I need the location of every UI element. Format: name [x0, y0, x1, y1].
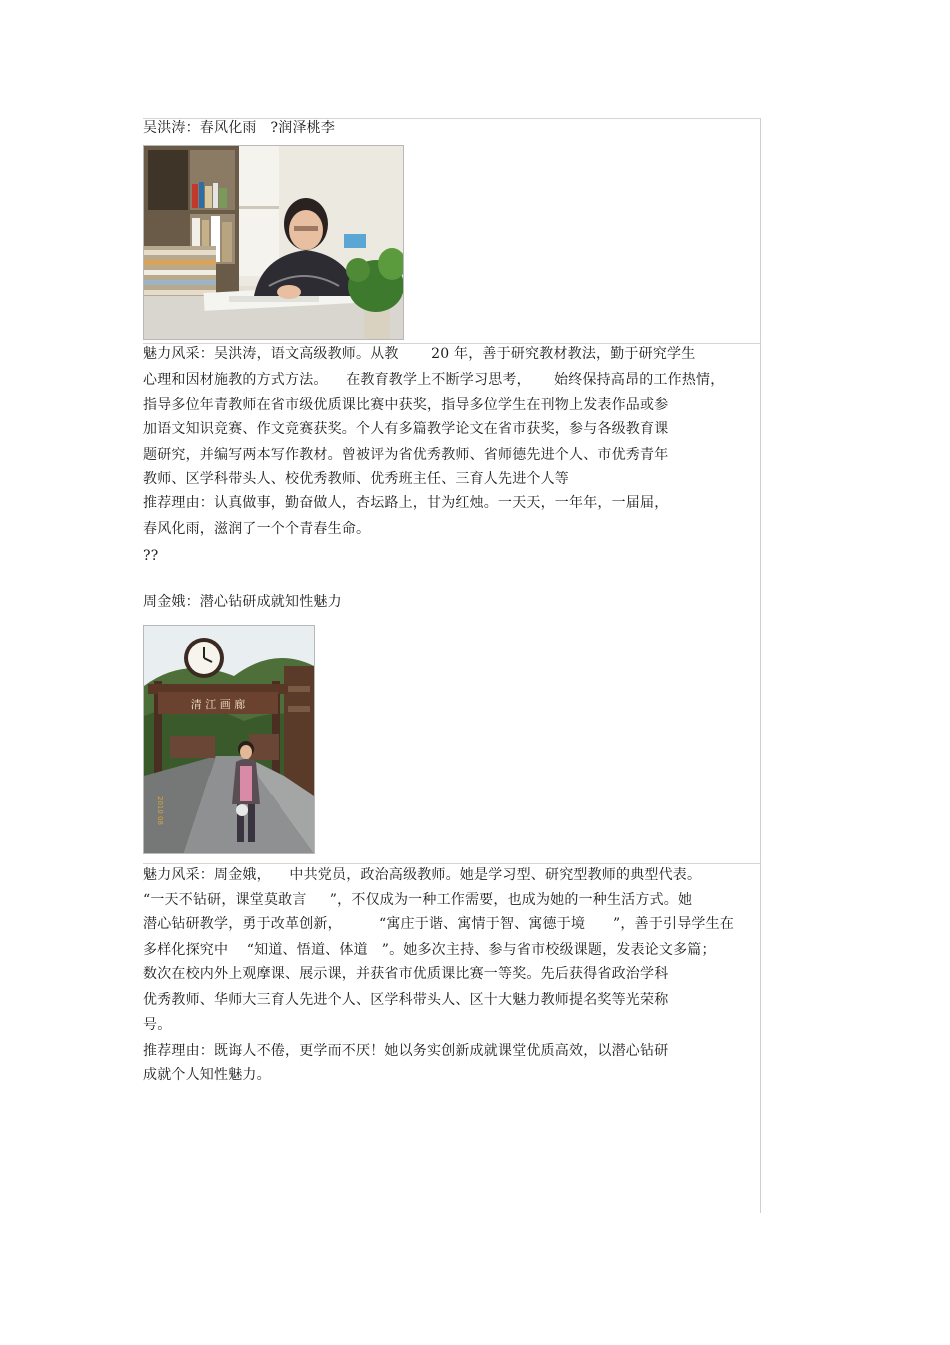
- paragraph-line: 指导多位年青教师在省市级优质课比赛中获奖，指导多位学生在刊物上发表作品或参: [143, 397, 669, 413]
- paragraph-line: 优秀教师、华师大三育人先进个人、区学科带头人、区十大魅力教师提名奖等光荣称: [143, 992, 669, 1008]
- paragraph-line: 春风化雨，滋润了一个个青春生命。: [143, 521, 371, 537]
- paragraph-line: 多样化探究中 “知道、悟道、体道 ”。她多次主持、参与省市校级课题，发表论文多篇；: [143, 942, 716, 958]
- paragraph-line: “一天不钻研，课堂莫敢言 ”，不仅成为一种工作需要，也成为她的一种生活方式。她: [143, 892, 693, 908]
- svg-text:清 江 画 廊: 清 江 画 廊: [190, 698, 246, 711]
- paragraph-line: 号。: [143, 1017, 172, 1033]
- section-title: 周金娥：潜心钻研成就知性魅力: [143, 594, 342, 610]
- paragraph-line: 心理和因材施教的方式方法。 在教育教学上不断学习思考， 始终保持高昂的工作热情，: [143, 372, 725, 388]
- paragraph-line: 数次在校内外上观摩课、展示课，并获省市优质课比赛一等奖。先后获得省政治学科: [143, 966, 669, 982]
- row-divider: [143, 863, 761, 864]
- svg-text:2010 08: 2010 08: [156, 796, 164, 825]
- paragraph-line: 推荐理由：认真做事，勤奋做人，杏坛路上，甘为红烛。一天天，一年年，一届届，: [143, 495, 669, 511]
- paragraph-line: 推荐理由：既诲人不倦，更学而不厌！她以务实创新成就课堂优质高效，以潜心钻研: [143, 1043, 669, 1059]
- paragraph-line: 加语文知识竞赛、作文竞赛获奖。个人有多篇教学论文在省市获奖，参与各级教育课: [143, 421, 669, 437]
- table-border-right: [760, 118, 761, 1213]
- paragraph-line: 题研究，并编写两本写作教材。曾被评为省优秀教师、省师德先进个人、市优秀青年: [143, 447, 669, 463]
- teacher-at-gate-photo: [143, 625, 315, 854]
- paragraph-line: 魅力风采：吴洪涛，语文高级教师。从教 20 年，善于研究教材教法，勤于研究学生: [143, 346, 696, 362]
- paragraph-line: 成就个人知性魅力。: [143, 1067, 271, 1083]
- teacher-at-desk-photo: [143, 145, 404, 340]
- paragraph-line: 潜心钻研教学，勇于改革创新， “寓庄于谐、寓情于智、寓德于境 ”，善于引导学生在: [143, 916, 735, 932]
- paragraph-line: 魅力风采：周金娥， 中共党员，政治高级教师。她是学习型、研究型教师的典型代表。: [143, 867, 702, 883]
- paragraph-line: 教师、区学科带头人、校优秀教师、优秀班主任、三育人先进个人等: [143, 471, 569, 487]
- paragraph-line: ??: [143, 548, 159, 564]
- section-title: 吴洪涛：春风化雨 ?润泽桃李: [143, 120, 336, 136]
- row-divider: [143, 343, 761, 344]
